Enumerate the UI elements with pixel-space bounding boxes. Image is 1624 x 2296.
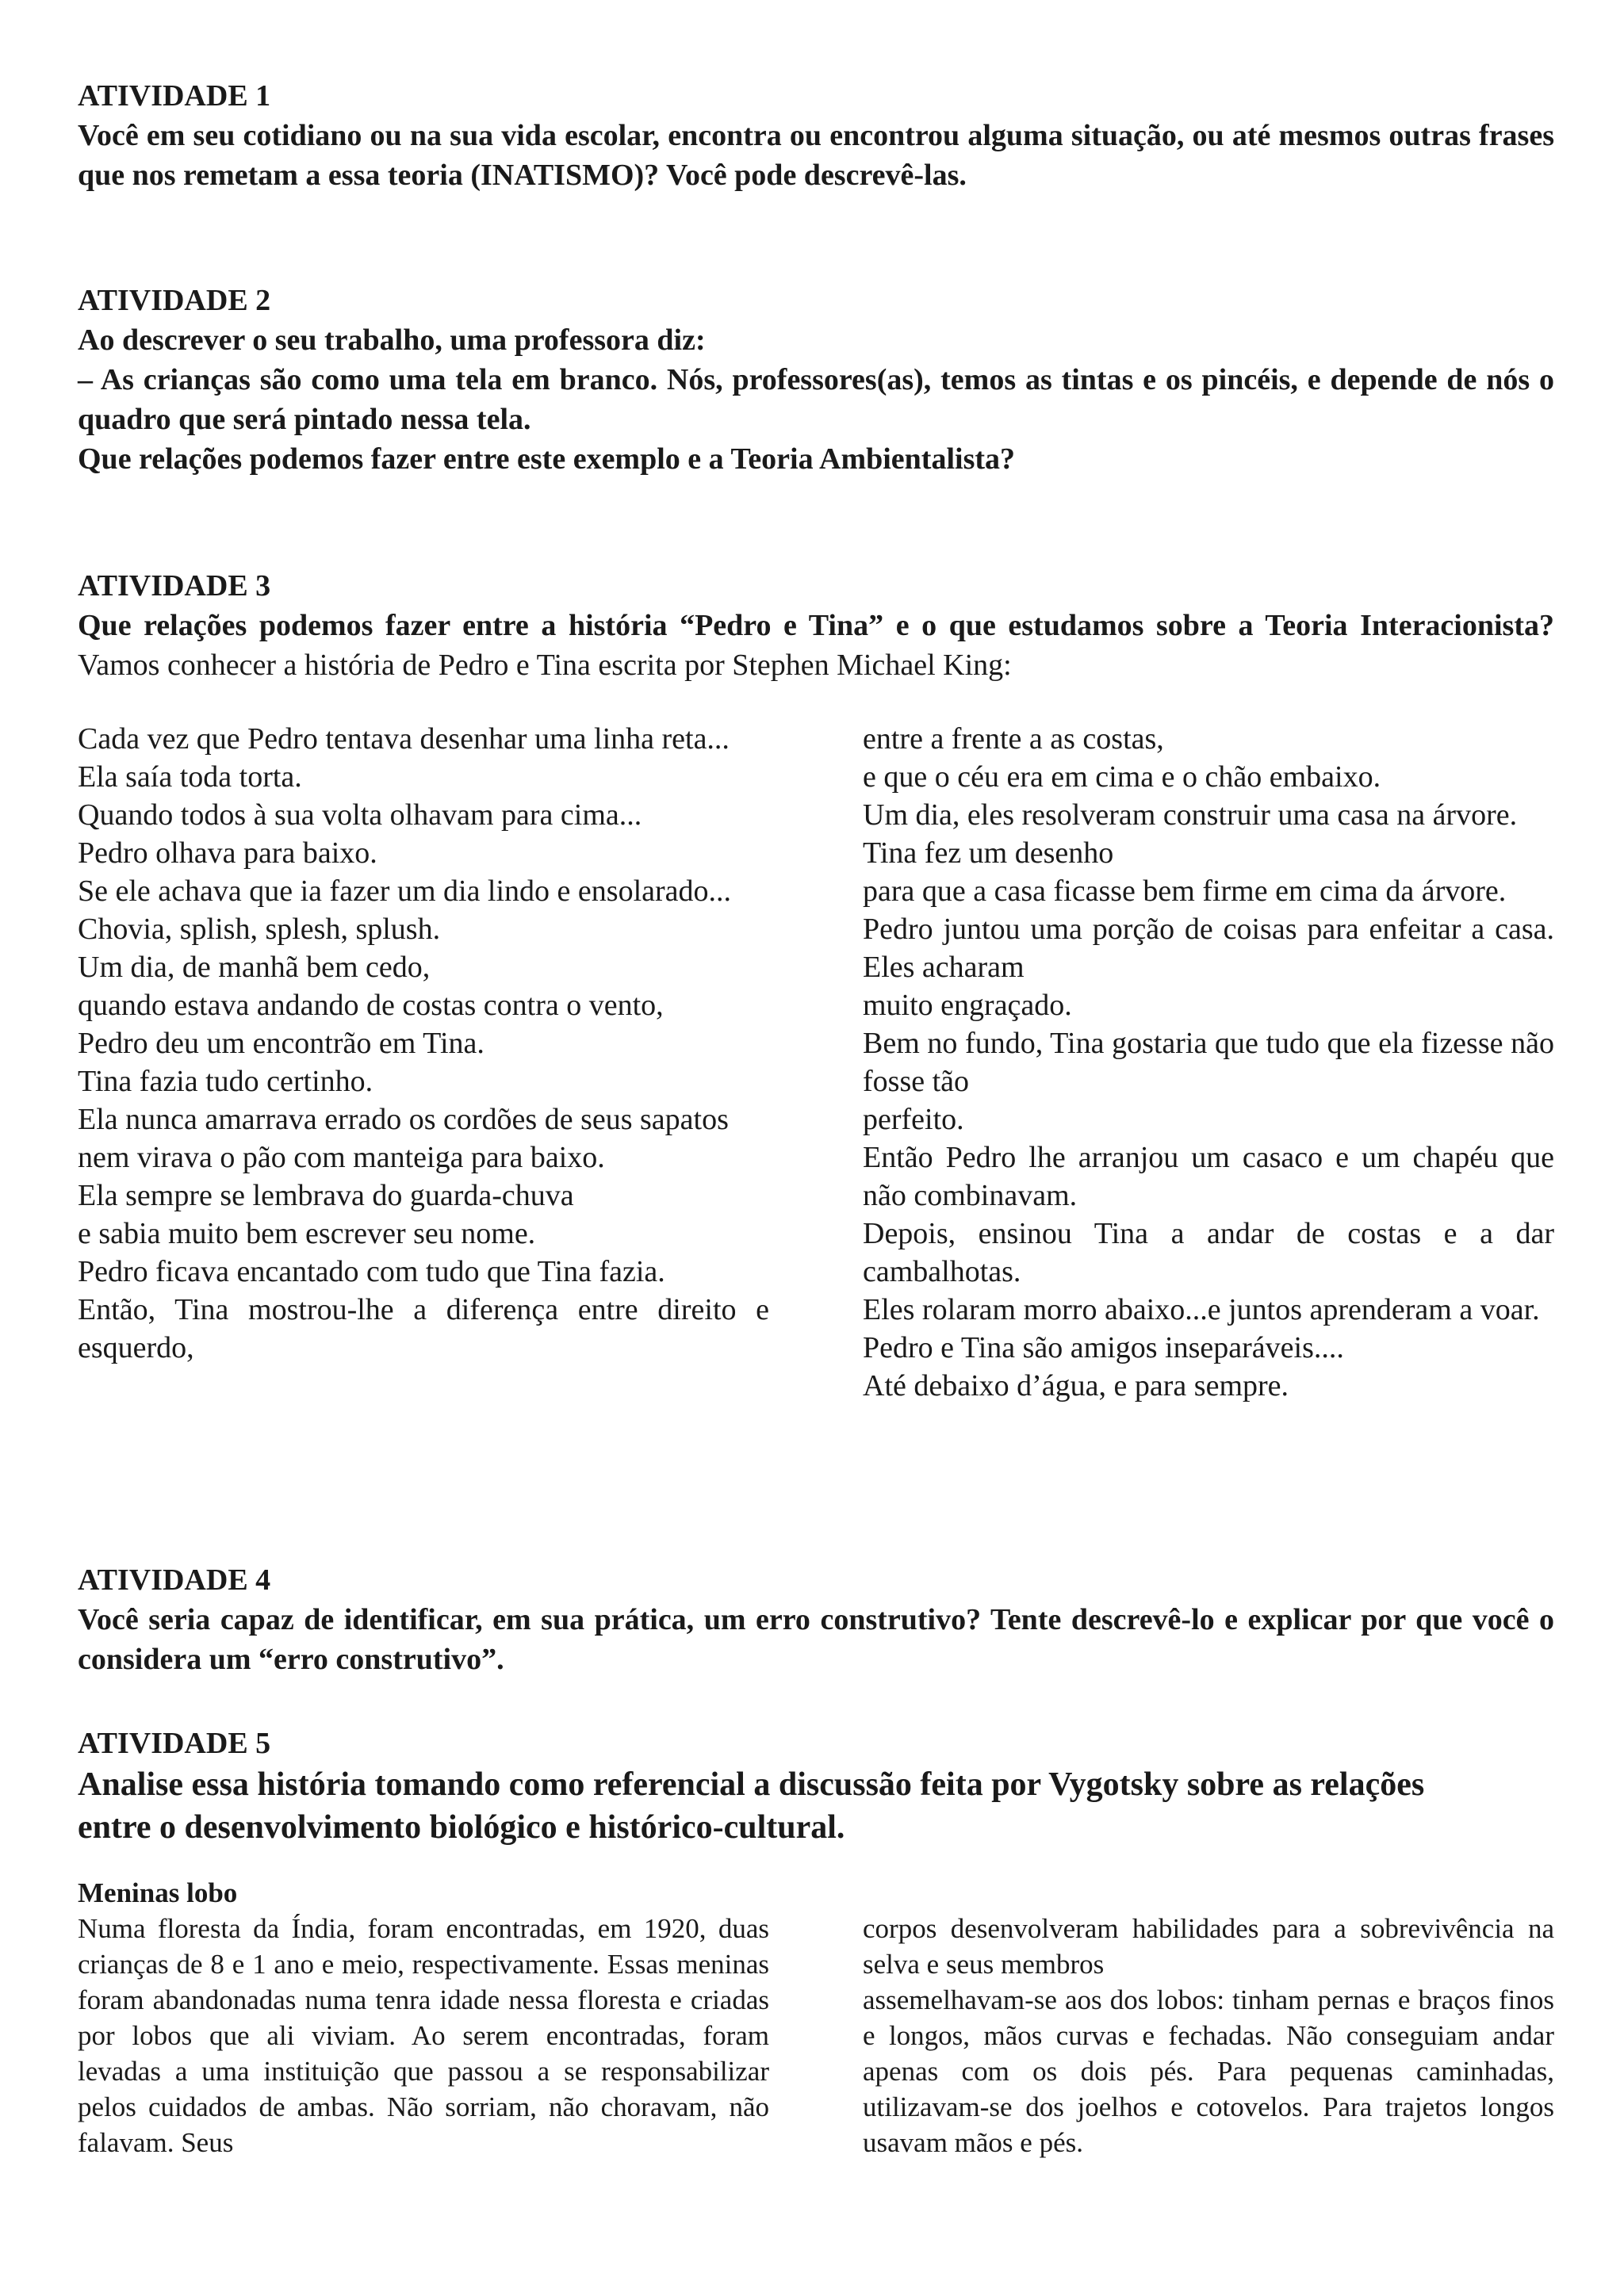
activity-4-question: Você seria capaz de identificar, em sua prática, um erro construtivo? Tente descrevê-lo e explicar por que você o considera um “erro construtivo”. [78, 1603, 1554, 1676]
activity-2-title: ATIVIDADE 2 [78, 284, 271, 317]
story-line: entre a frente a as costas, [863, 722, 1164, 756]
story-line: Então, Tina mostrou-lhe a diferença entre direito e esquerdo, [78, 1293, 769, 1364]
story-line: Ela saía toda torta. [78, 760, 302, 794]
story-line: Pedro e Tina são amigos inseparáveis.... [863, 1331, 1344, 1364]
activity-1-title: ATIVIDADE 1 [78, 79, 271, 113]
activity-5 [78, 1724, 1554, 1849]
story-line: nem virava o pão com manteiga para baixo. [78, 1141, 605, 1174]
story-line: Tina fez um desenho [863, 836, 1114, 870]
story-line: Se ele achava que ia fazer um dia lindo e ensolarado... [78, 874, 732, 908]
activity-1-question: Você em seu cotidiano ou na sua vida escolar, encontra ou encontrou alguma situação, ou até mesmos outras frases que nos remetam a essa teoria (INATISMO)? Você pode descrevê-las. [78, 119, 1554, 192]
story-line: Pedro deu um encontrão em Tina. [78, 1027, 485, 1060]
activity-5-title: ATIVIDADE 5 [78, 1727, 271, 1760]
story-line: e sabia muito bem escrever seu nome. [78, 1217, 536, 1250]
story-line: muito engraçado. [863, 989, 1072, 1022]
meninas-lobo-title: Meninas lobo [78, 1877, 238, 1908]
story-line: Chovia, splish, splesh, splush. [78, 913, 441, 946]
story-left-column [78, 720, 769, 1405]
story-line: Um dia, de manhã bem cedo, [78, 951, 431, 984]
activity-3-question-bold: Que relações podemos fazer entre a história “Pedro e Tina” e o que estudamos sobre a Teoria Interacionista? [78, 609, 1554, 642]
story-line: e que o céu era em cima e o chão embaixo. [863, 760, 1381, 794]
story-line: Até debaixo d’água, e para sempre. [863, 1369, 1289, 1402]
activity-2 [78, 281, 1554, 479]
story-line: Um dia, eles resolveram construir uma casa na árvore. [863, 798, 1518, 832]
story-line: Ela nunca amarrava errado os cordões de seus sapatos [78, 1103, 729, 1136]
story-line: para que a casa ficasse bem firme em cima da árvore. [863, 874, 1507, 908]
meninas-lobo-section [78, 1876, 1554, 1911]
story-line: Quando todos à sua volta olhavam para cima... [78, 798, 642, 832]
lobo-right-para-1: corpos desenvolveram habilidades para a sobrevivência na selva e seus membros [863, 1913, 1554, 1980]
story-line: Pedro olhava para baixo. [78, 836, 377, 870]
story-line: Tina fazia tudo certinho. [78, 1065, 373, 1098]
story-line: Cada vez que Pedro tentava desenhar uma linha reta... [78, 722, 730, 756]
lobo-right-para-2: assemelhavam-se aos dos lobos: tinham pernas e braços finos e longos, mãos curvas e fechadas. Não conseguiam andar apenas com os dois pés. Para pequenas caminhadas, utilizavam-se dos joelhos e cotovelos. Para trajetos longos usavam mãos e pés. [863, 1984, 1554, 2158]
story-line: quando estava andando de costas contra o vento, [78, 989, 664, 1022]
activity-2-intro: Ao descrever o seu trabalho, uma professora diz: [78, 323, 706, 357]
story-line: Ela sempre se lembrava do guarda-chuva [78, 1179, 574, 1212]
story-right-column [863, 720, 1554, 1405]
activity-2-question: Que relações podemos fazer entre este exemplo e a Teoria Ambientalista? [78, 442, 1016, 476]
story-line: Pedro juntou uma porção de coisas para enfeitar a casa. Eles acharam [863, 913, 1554, 984]
pedro-tina-story [78, 720, 1554, 1405]
activity-1 [78, 76, 1554, 195]
lobo-right-column [863, 1911, 1554, 2160]
story-line: Eles rolaram morro abaixo...e juntos aprenderam a voar. [863, 1293, 1540, 1326]
story-line: Depois, ensinou Tina a andar de costas e a dar cambalhotas. [863, 1217, 1554, 1288]
activity-5-question: Analise essa história tomando como referencial a discussão feita por Vygotsky sobre as relações entre o desenvolvimento biológico e histórico-cultural. [78, 1766, 1425, 1846]
meninas-lobo-text [78, 1911, 1554, 2160]
story-line: Então Pedro lhe arranjou um casaco e um chapéu que não combinavam. [863, 1141, 1554, 1212]
activity-2-quote: – As crianças são como uma tela em branco. Nós, professores(as), temos as tintas e os pincéis, e depende de nós o quadro que será pintado nessa tela. [78, 363, 1554, 436]
story-line: Bem no fundo, Tina gostaria que tudo que ela fizesse não fosse tão [863, 1027, 1554, 1098]
activity-3-question-rest: Vamos conhecer a história de Pedro e Tina escrita por Stephen Michael King: [78, 649, 1012, 682]
activity-3-question [78, 606, 1554, 685]
activity-4-title: ATIVIDADE 4 [78, 1563, 271, 1597]
lobo-left-column: Numa floresta da Índia, foram encontradas, em 1920, duas crianças de 8 e 1 ano e meio, respectivamente. Essas meninas foram abandonadas numa tenra idade nessa floresta e criadas por lobos que ali viviam. Ao serem encontradas, foram levadas a uma instituição que passou a se responsabilizar pelos cuidados de ambas. Não sorriam, não choravam, não falavam. Seus [78, 1913, 769, 2158]
story-line: perfeito. [863, 1103, 964, 1136]
story-line: Pedro ficava encantado com tudo que Tina fazia. [78, 1255, 665, 1288]
activity-3-title: ATIVIDADE 3 [78, 569, 271, 603]
activity-4 [78, 1560, 1554, 1679]
activity-3 [78, 566, 1554, 685]
